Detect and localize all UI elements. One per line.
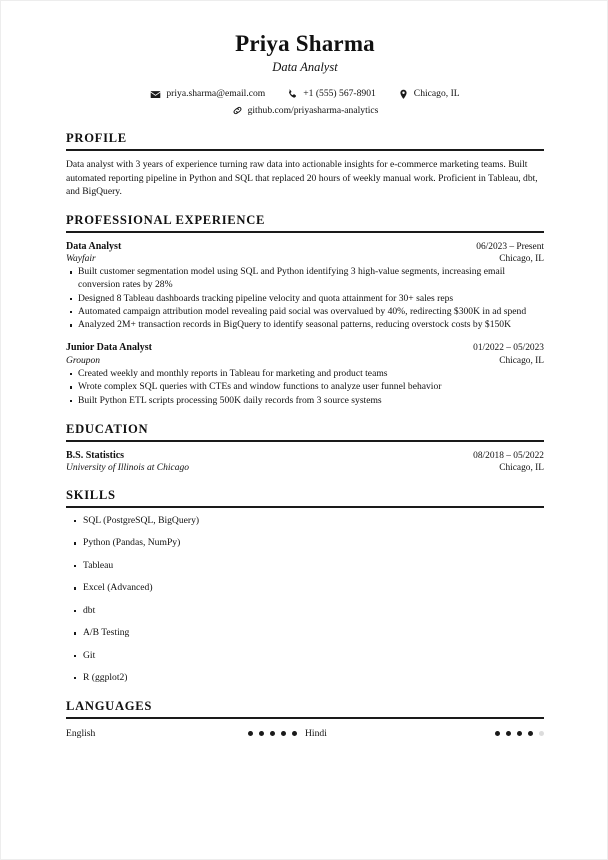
resume-header [66,31,544,117]
contact-github[interactable] [232,104,379,117]
resume-content [66,31,544,740]
experience-entry-head [66,341,544,367]
proficiency-dot-filled [248,731,253,736]
job-title: Data Analyst [66,240,122,252]
job-bullet: Designed 8 Tableau dashboards tracking pipeline velocity and quota attainment for 30+ sales reps [66,293,544,306]
proficiency-dot-filled [270,731,275,736]
contact-row-secondary [66,104,544,117]
map-pin-icon [398,89,409,100]
job-bullets [66,266,544,332]
contact-phone[interactable] [287,87,376,100]
skill-item: A/B Testing [66,627,544,640]
contact-row-primary [66,87,544,100]
job-dates: 01/2022 – 05/2023 [473,343,544,354]
skill-item: dbt [66,605,544,618]
proficiency-dot-filled [259,731,264,736]
contact-location [398,87,460,100]
school-location: Chicago, IL [499,462,544,473]
experience-entry-left [66,240,462,266]
proficiency-dot-filled [495,731,500,736]
section-title-education: EDUCATION [66,422,544,442]
job-bullet: Built customer segmentation model using SQL and Python identifying 3 high-value segments, increasing email conversion rates by 28% [66,266,544,292]
job-bullet: Built Python ETL scripts processing 500K daily records from 3 source systems [66,395,544,408]
proficiency-dot-filled [528,731,533,736]
section-experience [66,213,544,408]
skill-item: Excel (Advanced) [66,582,544,595]
section-education [66,422,544,474]
proficiency-dot-filled [281,731,286,736]
contact-github-text: github.com/priyasharma-analytics [247,104,379,116]
contact-location-text: Chicago, IL [413,88,460,100]
candidate-title: Data Analyst [272,60,338,75]
section-skills [66,488,544,685]
proficiency-dot-empty [539,731,544,736]
company-name: Groupon [66,355,100,366]
skill-item: Tableau [66,560,544,573]
skill-item: R (ggplot2) [66,672,544,685]
section-title-skills: SKILLS [66,488,544,508]
proficiency-dot-filled [517,731,522,736]
language-item [66,728,305,740]
language-proficiency-dots [495,731,544,736]
contact-email-text: priya.sharma@email.com [166,88,266,100]
candidate-name: Priya Sharma [235,31,375,56]
experience-entry-right [459,342,544,367]
job-bullet: Analyzed 2M+ transaction records in BigQuery to identify seasonal patterns, reducing overstock costs by $150K [66,319,544,332]
job-bullet: Automated campaign attribution model revealing paid social was overvalued by 40%, redirecting $300K in ad spend [66,306,544,319]
section-title-experience: PROFESSIONAL EXPERIENCE [66,213,544,233]
education-entry [66,449,544,475]
envelope-icon [150,89,161,100]
education-entry-left [66,449,459,475]
section-title-languages: LANGUAGES [66,699,544,719]
language-item [305,728,544,740]
contact-phone-text: +1 (555) 567-8901 [303,88,376,100]
proficiency-dot-filled [506,731,511,736]
experience-entry-right [462,241,544,266]
skill-item: Git [66,650,544,663]
job-bullet: Created weekly and monthly reports in Tableau for marketing and product teams [66,368,544,381]
experience-entry [66,341,544,407]
proficiency-dot-filled [292,731,297,736]
school-name: University of Illinois at Chicago [66,462,189,473]
experience-entry-head [66,240,544,266]
skill-item: SQL (PostgreSQL, BigQuery) [66,515,544,528]
section-languages [66,699,544,740]
experience-entry-left [66,341,459,367]
job-location: Chicago, IL [499,355,544,366]
degree-dates: 08/2018 – 05/2022 [473,450,544,461]
job-dates: 06/2023 – Present [476,241,544,252]
education-entry-head [66,449,544,475]
link-icon [232,105,243,116]
skill-item: Python (Pandas, NumPy) [66,537,544,550]
job-location: Chicago, IL [499,253,544,264]
phone-icon [287,89,298,100]
language-name: Hindi [305,727,327,739]
job-bullets [66,368,544,408]
experience-entry [66,240,544,333]
section-title-profile: PROFILE [66,131,544,151]
section-profile [66,131,544,199]
company-name: Wayfair [66,253,96,264]
job-bullet: Wrote complex SQL queries with CTEs and window functions to analyze user funnel behavior [66,381,544,394]
languages-row [66,728,544,740]
language-proficiency-dots [248,731,297,736]
job-title: Junior Data Analyst [66,342,152,354]
language-name: English [66,727,96,739]
skills-list [66,515,544,685]
profile-summary-text: Data analyst with 3 years of experience turning raw data into actionable insights for e-commerce marketing teams. Built automated reporting pipeline in Python and SQL that replaced 20 hours of weekly manual work. Proficient in Tableau, dbt, and BigQuery. [66,159,538,198]
contact-email[interactable] [150,87,265,100]
degree-title: B.S. Statistics [66,449,125,461]
education-entry-right [459,450,544,475]
